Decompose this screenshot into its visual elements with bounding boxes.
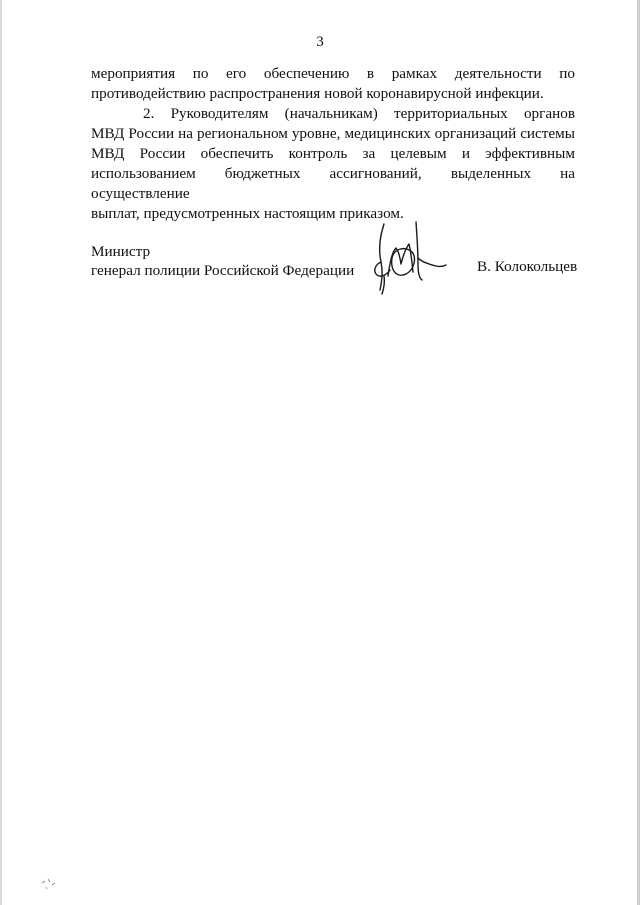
signature-icon [370, 218, 448, 296]
paragraph-2-line-4: использованием бюджетных ассигнований, выделенных на осуществление [91, 165, 575, 202]
scan-mark-icon [38, 873, 64, 893]
paragraph-2-line-5: выплат, предусмотренных настоящим приказом. [91, 205, 404, 222]
paragraph-2-line-3: МВД России обеспечить контроль за целевым и эффективным [91, 145, 575, 162]
signatory-name: В. Колокольцев [477, 258, 578, 275]
signatory-position-line-2: генерал полиции Российской Федерации [91, 262, 355, 279]
paragraph-2-line-1: 2. Руководителям (начальникам) территориальных органов [143, 105, 575, 122]
page-number: 3 [316, 34, 324, 50]
paragraph-2-line-2: МВД России на региональном уровне, медицинских организаций системы [91, 125, 575, 142]
paragraph-1-line-1: мероприятия по его обеспечению в рамках деятельности по [91, 65, 575, 82]
signatory-position [91, 242, 354, 280]
paragraph-1-line-2: противодействию распространения новой коронавирусной инфекции. [91, 85, 544, 102]
signatory-position-line-1: Министр [91, 243, 151, 260]
body-text [91, 64, 575, 224]
scan-edge-left [0, 0, 2, 905]
